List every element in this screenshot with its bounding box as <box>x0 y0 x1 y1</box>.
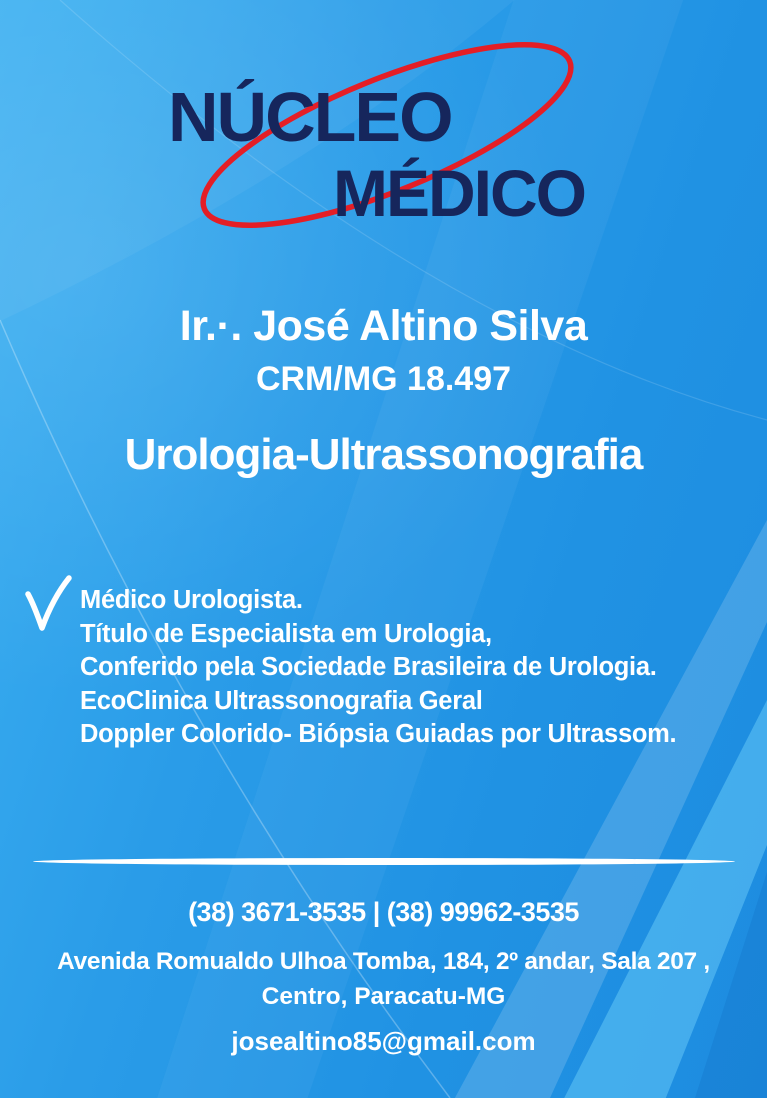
qualification-line: Médico Urologista. <box>80 586 303 614</box>
phone-numbers: (38) 3671-3535 | (38) 99962-3535 <box>188 897 579 927</box>
doctor-specialty: Urologia-Ultrassonografia <box>124 430 643 479</box>
qualification-line: Conferido pela Sociedade Brasileira de Urologia. <box>80 653 657 681</box>
address-line-2: Centro, Paracatu-MG <box>261 983 506 1010</box>
qualifications-list <box>80 584 676 752</box>
email-address: josealtino85@gmail.com <box>231 1026 536 1056</box>
logo-word-medico: MÉDICO <box>333 156 585 230</box>
qualification-line: Doppler Colorido- Biópsia Guiadas por Ultrassom. <box>80 720 677 748</box>
qualification-line: EcoClinica Ultrassonografia Geral <box>80 686 483 715</box>
qualification-line: Título de Especialista em Urologia, <box>80 619 492 648</box>
doctor-crm: CRM/MG 18.497 <box>255 360 512 398</box>
doctor-name: Ir.·. José Altino Silva <box>179 302 588 350</box>
divider-line <box>33 858 735 865</box>
checkmark-icon <box>22 572 74 638</box>
address-line-1: Avenida Romualdo Ulhoa Tomba, 184, 2º andar, Sala 207 , <box>57 948 710 975</box>
logo-word-nucleo: NÚCLEO <box>168 78 452 156</box>
